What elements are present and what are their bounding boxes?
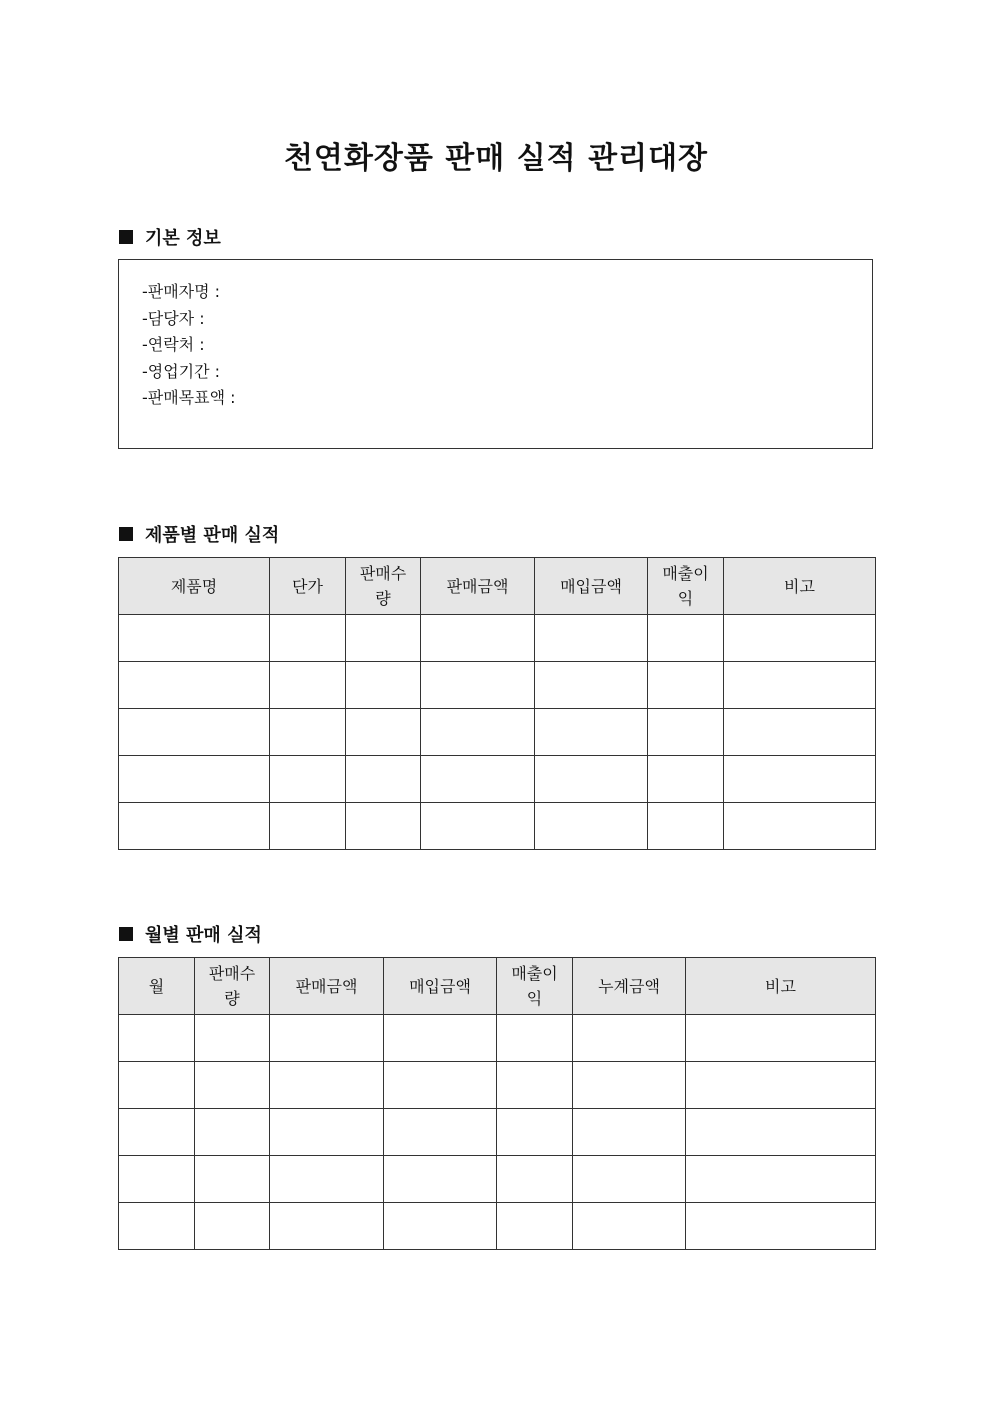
table-cell[interactable] [119,1062,195,1109]
table-cell[interactable] [686,1203,876,1250]
table-row [119,803,876,850]
manager-field[interactable]: -담당자 : [142,308,205,328]
table-cell[interactable] [724,803,876,850]
table-cell[interactable] [573,1156,686,1203]
table-cell[interactable] [119,1203,195,1250]
table-cell[interactable] [497,1062,573,1109]
column-header-purchase-amount: 매입금액 [535,558,648,615]
table-cell[interactable] [119,615,270,662]
monthly-sales-heading [119,921,262,947]
column-header-sales-quantity: 판매수량 [346,558,421,615]
table-cell[interactable] [119,709,270,756]
column-header-sales-quantity: 판매수량 [195,958,270,1015]
table-cell[interactable] [573,1109,686,1156]
table-cell[interactable] [648,662,724,709]
table-cell[interactable] [724,662,876,709]
table-cell[interactable] [119,662,270,709]
table-cell[interactable] [497,1109,573,1156]
product-sales-heading-text: 제품별 판매 실적 [145,525,280,546]
page-title: 천연화장품 판매 실적 관리대장 [283,141,709,176]
table-cell[interactable] [421,709,535,756]
table-cell[interactable] [346,709,421,756]
table-cell[interactable] [270,1062,384,1109]
table-cell[interactable] [686,1062,876,1109]
square-bullet-icon [119,230,133,244]
table-cell[interactable] [384,1109,497,1156]
table-cell[interactable] [573,1015,686,1062]
table-cell[interactable] [195,1156,270,1203]
column-header-purchase-amount: 매입금액 [384,958,497,1015]
column-header-product-name: 제품명 [119,558,270,615]
table-cell[interactable] [535,756,648,803]
table-cell[interactable] [270,1156,384,1203]
table-cell[interactable] [119,803,270,850]
basic-info-heading-text: 기본 정보 [145,228,221,249]
contact-field[interactable]: -연락처 : [142,335,205,354]
table-cell[interactable] [119,1015,195,1062]
table-cell[interactable] [346,803,421,850]
table-cell[interactable] [421,756,535,803]
column-header-sales-amount: 판매금액 [270,958,384,1015]
square-bullet-icon [119,527,133,541]
monthly-sales-heading-text: 월별 판매 실적 [145,925,262,946]
square-bullet-icon [119,927,133,941]
column-header-unit-price: 단가 [270,558,346,615]
table-cell[interactable] [421,803,535,850]
column-header-remarks: 비고 [686,958,876,1015]
table-cell[interactable] [270,1203,384,1250]
table-cell[interactable] [724,756,876,803]
table-cell[interactable] [535,803,648,850]
table-cell[interactable] [384,1015,497,1062]
table-cell[interactable] [686,1109,876,1156]
table-cell[interactable] [195,1062,270,1109]
column-header-gross-profit: 매출이익 [648,558,724,615]
table-cell[interactable] [535,662,648,709]
monthly-sales-table [118,957,876,1250]
table-cell[interactable] [648,615,724,662]
table-cell[interactable] [270,709,346,756]
table-row [119,1203,876,1250]
column-header-remarks: 비고 [724,558,876,615]
table-cell[interactable] [270,615,346,662]
table-cell[interactable] [270,756,346,803]
table-cell[interactable] [421,662,535,709]
product-sales-heading [119,521,279,547]
table-cell[interactable] [384,1156,497,1203]
table-cell[interactable] [573,1203,686,1250]
table-cell[interactable] [270,803,346,850]
column-header-gross-profit: 매출이익 [497,958,573,1015]
table-cell[interactable] [270,662,346,709]
table-cell[interactable] [573,1062,686,1109]
table-cell[interactable] [270,1015,384,1062]
table-cell[interactable] [119,756,270,803]
table-cell[interactable] [686,1015,876,1062]
table-row [119,1062,876,1109]
table-cell[interactable] [724,615,876,662]
monthly-sales-body [119,1015,876,1250]
product-sales-table [118,557,876,850]
table-cell[interactable] [270,1109,384,1156]
sales-target-field[interactable]: -판매목표액 : [142,388,236,407]
basic-info-heading [119,224,221,250]
table-cell[interactable] [724,709,876,756]
table-cell[interactable] [535,709,648,756]
column-header-cumulative-amount: 누계금액 [573,958,686,1015]
table-cell[interactable] [686,1156,876,1203]
table-cell[interactable] [648,709,724,756]
table-cell[interactable] [119,1109,195,1156]
seller-name-field[interactable]: -판매자명 : [142,282,221,301]
table-cell[interactable] [346,756,421,803]
business-period-field[interactable]: -영업기간 : [142,361,221,381]
table-cell[interactable] [346,662,421,709]
table-cell[interactable] [384,1062,497,1109]
table-cell[interactable] [497,1156,573,1203]
product-sales-body [119,615,876,850]
table-row [119,662,876,709]
table-cell[interactable] [195,1109,270,1156]
table-cell[interactable] [497,1015,573,1062]
column-header-month: 월 [119,958,195,1015]
table-cell[interactable] [648,756,724,803]
table-row [119,1156,876,1203]
table-header-row [119,558,876,615]
table-cell[interactable] [648,803,724,850]
column-header-sales-amount: 판매금액 [421,558,535,615]
table-row [119,1109,876,1156]
table-cell[interactable] [535,615,648,662]
table-cell[interactable] [195,1015,270,1062]
table-row [119,1015,876,1062]
table-row [119,756,876,803]
table-cell[interactable] [421,615,535,662]
table-header-row [119,958,876,1015]
table-row [119,709,876,756]
basic-info-box [118,259,873,449]
table-cell[interactable] [384,1203,497,1250]
table-cell[interactable] [346,615,421,662]
table-cell[interactable] [119,1156,195,1203]
table-cell[interactable] [497,1203,573,1250]
table-cell[interactable] [195,1203,270,1250]
table-row [119,615,876,662]
